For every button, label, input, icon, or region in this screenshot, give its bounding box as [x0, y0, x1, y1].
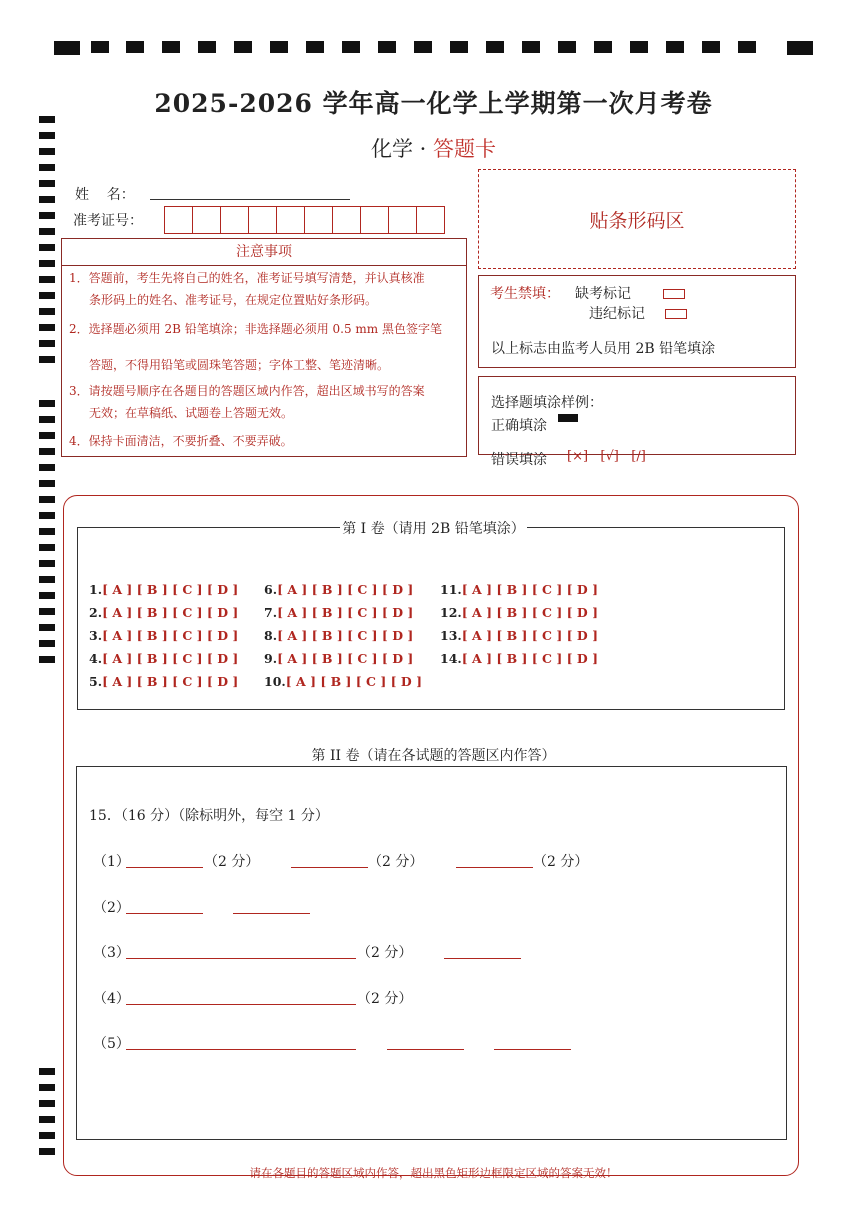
fill-sample-box	[478, 376, 796, 468]
timing-mark	[39, 340, 55, 347]
question-number: 8.	[264, 628, 278, 643]
timing-mark	[342, 41, 360, 53]
timing-mark	[39, 432, 55, 439]
question-number: 9.	[264, 651, 278, 666]
answer-blank[interactable]	[126, 913, 203, 914]
question-15-title: 15．（16 分）（除标明外，每空 1 分）	[89, 808, 329, 824]
choice-question-5[interactable]	[89, 674, 238, 689]
notice-item-1	[69, 270, 425, 308]
choice-question-8[interactable]	[264, 628, 413, 643]
id-digit-box[interactable]	[164, 206, 193, 234]
choice-options[interactable]: [ A ] [ B ] [ C ] [ D ]	[102, 582, 239, 597]
timing-mark	[39, 608, 55, 615]
timing-mark	[39, 180, 55, 187]
answer-blank[interactable]	[126, 867, 203, 868]
timing-mark	[306, 41, 324, 53]
timing-mark	[486, 41, 504, 53]
choice-options[interactable]: [ A ] [ B ] [ C ] [ D ]	[277, 582, 414, 597]
timing-mark	[198, 41, 216, 53]
subtitle-dot: ·	[419, 137, 427, 161]
timing-mark	[414, 41, 432, 53]
timing-mark	[39, 196, 55, 203]
notice-item-2	[69, 321, 442, 373]
top-timing-marks	[54, 41, 814, 55]
question-number: 6.	[264, 582, 278, 597]
notice-line: 1．答题前，考生先将自己的姓名，准考证号填写清楚，并认真核准	[69, 271, 425, 285]
points-label: （2 分）	[357, 991, 413, 1007]
notice-line: 2．选择题必须用 2B 铅笔填涂；非选择题必须用 0.5 mm 黑色签字笔	[69, 322, 443, 336]
answer-blank[interactable]	[126, 958, 356, 959]
choice-question-10[interactable]	[264, 674, 422, 689]
id-digit-box[interactable]	[248, 206, 277, 234]
timing-mark	[126, 41, 144, 53]
part-2-label: （2）	[93, 900, 130, 916]
part-4-label: （4）	[93, 991, 130, 1007]
notice-line: 答题，不得用铅笔或圆珠笔答题；字体工整、笔迹清晰。	[89, 358, 390, 372]
answer-blank[interactable]	[126, 1049, 356, 1050]
part-1-label: （1）	[93, 854, 130, 870]
correct-fill-label: 正确填涂	[491, 418, 547, 434]
choice-options[interactable]: [ A ] [ B ] [ C ] [ D ]	[102, 628, 239, 643]
points-label: （2 分）	[533, 854, 589, 870]
choice-question-4[interactable]	[89, 651, 238, 666]
name-input-line[interactable]	[150, 199, 350, 200]
forbid-label: 考生禁填：	[490, 286, 560, 302]
id-label: 准考证号：	[73, 213, 143, 229]
timing-mark	[39, 164, 55, 171]
forbid-note: 以上标志由监考人员用 2B 铅笔填涂	[491, 341, 716, 357]
timing-mark	[39, 260, 55, 267]
section-2-title: 第 II 卷（请在各试题的答题区内作答）	[311, 748, 556, 764]
id-digit-box[interactable]	[304, 206, 333, 234]
answer-blank[interactable]	[233, 913, 310, 914]
footer-warning: 请在各题目的答题区域内作答，超出黑色矩形边框限定区域的答案无效！	[249, 1166, 618, 1180]
timing-mark	[630, 41, 648, 53]
id-digit-box[interactable]	[416, 206, 445, 234]
question-number: 7.	[264, 605, 278, 620]
question-number: 1.	[89, 582, 103, 597]
timing-mark	[39, 276, 55, 283]
timing-mark	[39, 400, 55, 407]
timing-mark	[39, 576, 55, 583]
choice-options[interactable]: [ A ] [ B ] [ C ] [ D ]	[461, 582, 598, 597]
notice-line: 无效；在草稿纸、试题卷上答题无效。	[89, 406, 294, 420]
answer-blank[interactable]	[494, 1049, 571, 1050]
absent-mark-label: 缺考标记	[575, 286, 631, 302]
choice-question-12[interactable]	[440, 605, 598, 620]
choice-options[interactable]: [ A ] [ B ] [ C ] [ D ]	[461, 628, 598, 643]
question-number: 12.	[440, 605, 462, 620]
timing-mark	[39, 496, 55, 503]
part-3-label: （3）	[93, 945, 130, 961]
question-number: 2.	[89, 605, 103, 620]
notice-line: 3．请按题号顺序在各题目的答题区域内作答，超出区域书写的答案	[69, 384, 425, 398]
choice-options[interactable]: [ A ] [ B ] [ C ] [ D ]	[102, 605, 239, 620]
timing-mark	[39, 464, 55, 471]
timing-mark	[91, 41, 109, 53]
answer-blank[interactable]	[387, 1049, 464, 1050]
choice-options[interactable]: [ A ] [ B ] [ C ] [ D ]	[277, 628, 414, 643]
timing-mark	[39, 1116, 55, 1123]
choice-options[interactable]: [ A ] [ B ] [ C ] [ D ]	[461, 651, 598, 666]
timing-mark	[39, 228, 55, 235]
points-label: （2 分）	[357, 945, 413, 961]
timing-mark	[39, 324, 55, 331]
section-1-title	[0, 518, 867, 538]
violation-mark-label: 违纪标记	[589, 306, 645, 322]
timing-mark	[270, 41, 288, 53]
barcode-label: 贴条形码区	[589, 210, 685, 232]
timing-mark	[39, 640, 55, 647]
id-digit-box[interactable]	[220, 206, 249, 234]
barcode-area	[478, 169, 796, 269]
timing-mark	[39, 624, 55, 631]
question-number: 4.	[89, 651, 103, 666]
choice-question-2[interactable]	[89, 605, 238, 620]
sample-title: 选择题填涂样例：	[491, 395, 603, 411]
timing-mark	[39, 416, 55, 423]
correct-fill-sample	[558, 414, 578, 422]
answer-blank[interactable]	[126, 1004, 356, 1005]
answer-blank[interactable]	[291, 867, 368, 868]
timing-mark	[39, 592, 55, 599]
question-number: 13.	[440, 628, 462, 643]
timing-mark	[39, 1084, 55, 1091]
part-5-label: （5）	[93, 1036, 130, 1052]
timing-mark	[39, 244, 55, 251]
wrong-fill-samples: [×] [√] [/]	[567, 449, 646, 464]
absent-mark-box[interactable]	[663, 289, 685, 299]
id-digit-box[interactable]	[360, 206, 389, 234]
notice-line: 4．保持卡面清洁，不要折叠、不要弄破。	[69, 434, 293, 448]
choice-options[interactable]: [ A ] [ B ] [ C ] [ D ]	[285, 674, 422, 689]
choice-question-1[interactable]	[89, 582, 238, 597]
choice-options[interactable]: [ A ] [ B ] [ C ] [ D ]	[461, 605, 598, 620]
name-label: 姓 名：	[75, 187, 135, 203]
question-number: 5.	[89, 674, 103, 689]
choice-options[interactable]: [ A ] [ B ] [ C ] [ D ]	[277, 605, 414, 620]
answer-blank[interactable]	[456, 867, 533, 868]
notice-box	[61, 238, 467, 457]
section-1-title-text: 第 I 卷（请用 2B 铅笔填涂）	[342, 521, 525, 537]
timing-mark	[39, 356, 55, 363]
id-digit-box[interactable]	[192, 206, 221, 234]
id-digit-box[interactable]	[332, 206, 361, 234]
choice-question-13[interactable]	[440, 628, 598, 643]
timing-mark	[522, 41, 540, 53]
violation-mark-box[interactable]	[665, 309, 687, 319]
timing-mark	[39, 544, 55, 551]
answer-blank[interactable]	[444, 958, 521, 959]
timing-mark	[450, 41, 468, 53]
id-number-boxes	[165, 206, 445, 234]
timing-mark	[162, 41, 180, 53]
card-subtitle	[0, 133, 867, 163]
timing-mark	[594, 41, 612, 53]
choice-question-3[interactable]	[89, 628, 238, 643]
card-label: 答题卡	[433, 137, 497, 161]
examiner-only-box	[478, 275, 796, 368]
notice-item-3	[69, 383, 425, 421]
timing-mark	[39, 1148, 55, 1155]
id-digit-box[interactable]	[276, 206, 305, 234]
timing-mark	[702, 41, 720, 53]
notice-line: 条形码上的姓名、准考证号，在规定位置贴好条形码。	[89, 293, 378, 307]
timing-mark	[39, 308, 55, 315]
choice-question-14[interactable]	[440, 651, 598, 666]
choice-question-7[interactable]	[264, 605, 413, 620]
timing-mark	[39, 656, 55, 663]
choice-options[interactable]: [ A ] [ B ] [ C ] [ D ]	[102, 651, 239, 666]
question-number: 11.	[440, 582, 462, 597]
question-number: 14.	[440, 651, 462, 666]
timing-mark	[738, 41, 756, 53]
timing-mark	[378, 41, 396, 53]
notice-title: 注意事项	[62, 239, 466, 266]
timing-mark	[39, 560, 55, 567]
subject-label: 化学	[370, 137, 413, 161]
wrong-fill-label: 错误填涂	[491, 452, 547, 468]
question-number: 3.	[89, 628, 103, 643]
exam-title: 2025-2026 学年高一化学上学期第一次月考卷	[154, 89, 713, 118]
choice-options[interactable]: [ A ] [ B ] [ C ] [ D ]	[102, 674, 239, 689]
choice-question-6[interactable]	[264, 582, 413, 597]
id-digit-box[interactable]	[388, 206, 417, 234]
timing-mark	[39, 1100, 55, 1107]
points-label: （2 分）	[368, 854, 424, 870]
timing-mark	[39, 1132, 55, 1139]
choice-question-11[interactable]	[440, 582, 598, 597]
timing-mark	[666, 41, 684, 53]
timing-mark	[234, 41, 252, 53]
timing-mark	[54, 41, 80, 55]
notice-item-4	[69, 433, 293, 449]
timing-mark	[39, 1068, 55, 1075]
timing-mark	[39, 292, 55, 299]
timing-mark	[558, 41, 576, 53]
timing-mark	[39, 448, 55, 455]
question-number: 10.	[264, 674, 286, 689]
choice-question-9[interactable]	[264, 651, 413, 666]
timing-mark	[39, 212, 55, 219]
timing-mark	[39, 480, 55, 487]
points-label: （2 分）	[204, 854, 260, 870]
timing-mark	[787, 41, 813, 55]
choice-options[interactable]: [ A ] [ B ] [ C ] [ D ]	[277, 651, 414, 666]
